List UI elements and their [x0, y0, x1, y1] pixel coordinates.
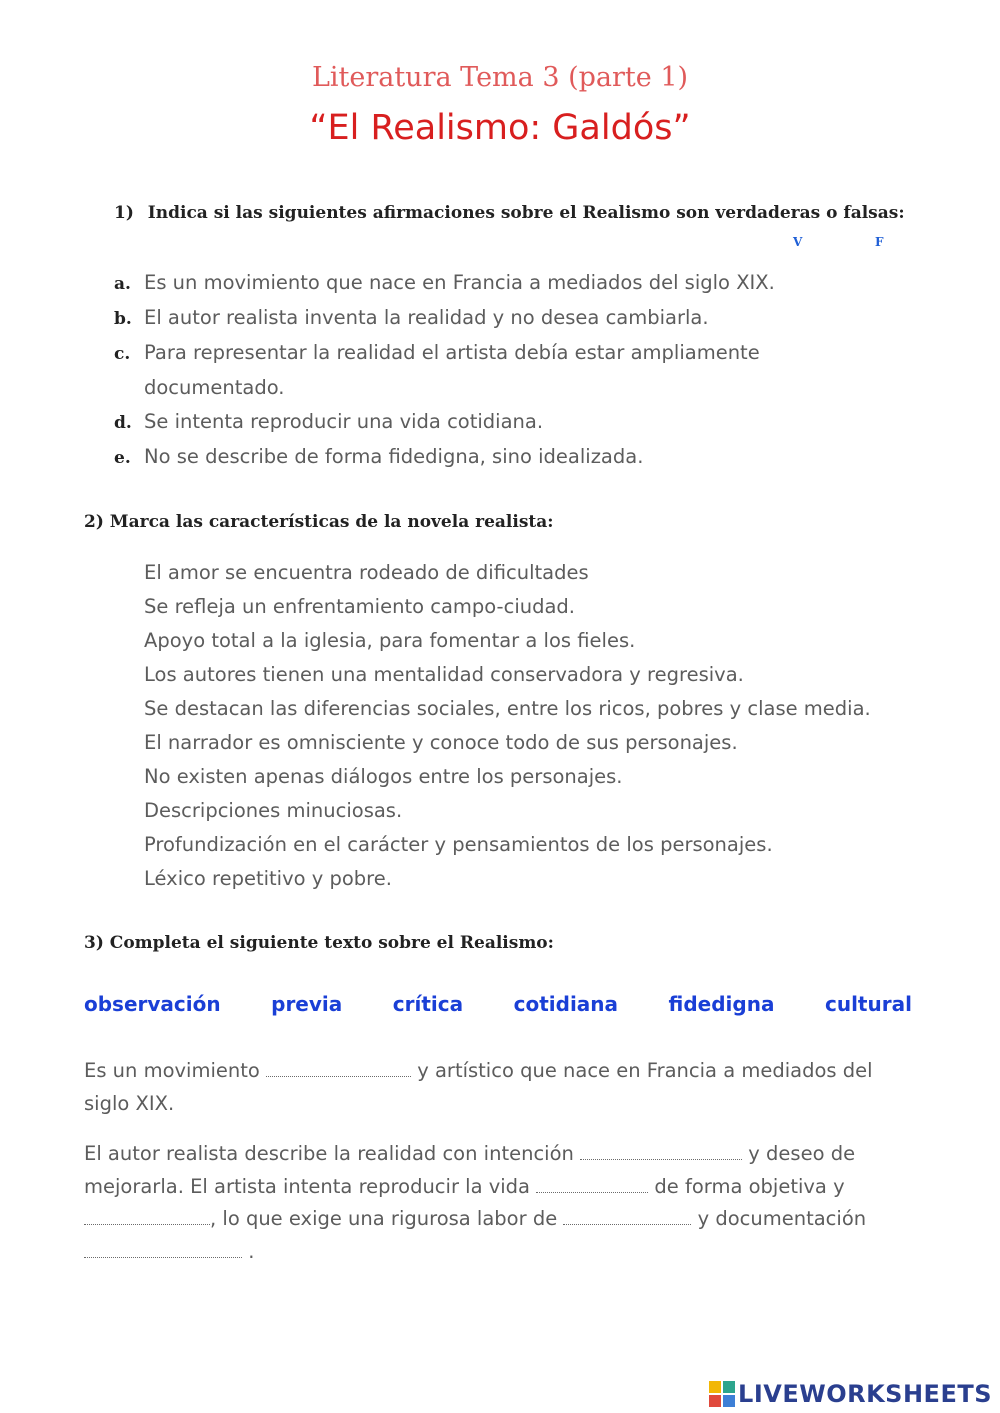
- characteristic-item[interactable]: Descripciones minuciosas.: [144, 799, 403, 822]
- paragraph-text: y documentación: [697, 1207, 867, 1230]
- word-bank-item[interactable]: fidedigna: [668, 992, 775, 1016]
- paragraph-text: Es un movimiento: [84, 1059, 260, 1082]
- word-bank: [84, 992, 912, 1016]
- word-bank-item[interactable]: observación: [84, 992, 221, 1016]
- logo-square: [709, 1395, 721, 1407]
- item-letter: a.: [114, 274, 131, 294]
- section1-heading: [114, 203, 905, 223]
- worksheet-subtitle: Literatura Tema 3 (parte 1): [311, 62, 689, 93]
- section1-heading-text: Indica si las siguientes afirmaciones sobre el Realismo son verdaderas o falsas:: [147, 203, 905, 223]
- characteristics-list: [144, 556, 871, 896]
- item-letter: b.: [114, 309, 132, 329]
- characteristic-item[interactable]: Profundización en el carácter y pensamientos de los personajes.: [144, 833, 773, 856]
- blank-field-2[interactable]: [580, 1143, 742, 1160]
- item-text: Para representar la realidad el artista debía estar ampliamente: [144, 341, 760, 364]
- true-false-list: [114, 266, 775, 475]
- characteristic-item[interactable]: Apoyo total a la iglesia, para fomentar a los fieles.: [144, 629, 636, 652]
- blank-field-5[interactable]: [563, 1208, 691, 1225]
- list-item: [114, 266, 775, 301]
- paragraph-text: y deseo de: [748, 1142, 856, 1165]
- word-bank-item[interactable]: cultural: [824, 992, 912, 1016]
- logo-square: [723, 1395, 735, 1407]
- item-text: No se describe de forma fidedigna, sino idealizada.: [144, 445, 644, 468]
- item-text: El autor realista inventa la realidad y no desea cambiarla.: [144, 306, 709, 329]
- characteristic-item[interactable]: Léxico repetitivo y pobre.: [144, 867, 392, 890]
- item-text: documentado.: [144, 376, 285, 399]
- paragraph-text: mejorarla. El artista intenta reproducir la vida: [84, 1174, 531, 1198]
- cloze-paragraph-2: [84, 1138, 914, 1268]
- list-item: [114, 336, 775, 371]
- section2-heading: 2) Marca las características de la novela realista:: [84, 512, 554, 532]
- word-bank-item[interactable]: previa: [271, 992, 343, 1016]
- logo-square: [709, 1381, 721, 1393]
- characteristic-item[interactable]: Se destacan las diferencias sociales, entre los ricos, pobres y clase media.: [144, 697, 871, 720]
- blank-field-4[interactable]: [84, 1208, 210, 1225]
- paragraph-text: siglo XIX.: [84, 1091, 175, 1115]
- liveworksheets-logo-icon: [709, 1381, 735, 1407]
- section3-heading: 3) Completa el siguiente texto sobre el Realismo:: [84, 933, 554, 953]
- list-item: [114, 405, 775, 440]
- paragraph-text: El autor realista describe la realidad con intención: [84, 1142, 574, 1165]
- true-column-label: V: [793, 235, 803, 249]
- liveworksheets-brand: LIVEWORKSHEETS: [738, 1380, 992, 1408]
- blank-field-1[interactable]: [266, 1060, 411, 1077]
- characteristic-item[interactable]: El narrador es omnisciente y conoce todo de sus personajes.: [144, 731, 738, 754]
- blank-field-3[interactable]: [536, 1176, 648, 1193]
- section1-number: 1): [114, 203, 134, 223]
- characteristic-item[interactable]: Se refleja un enfrentamiento campo-ciudad.: [144, 595, 575, 618]
- item-letter: e.: [114, 448, 131, 468]
- characteristic-item[interactable]: Los autores tienen una mentalidad conservadora y regresiva.: [144, 663, 744, 686]
- item-letter: c.: [114, 344, 131, 364]
- liveworksheets-logo[interactable]: [709, 1380, 992, 1408]
- worksheet-title: “El Realismo: Galdós”: [309, 108, 691, 148]
- logo-square: [723, 1381, 735, 1393]
- word-bank-item[interactable]: crítica: [392, 992, 464, 1016]
- word-bank-item[interactable]: cotidiana: [513, 992, 619, 1016]
- characteristic-item[interactable]: El amor se encuentra rodeado de dificultades: [144, 561, 589, 584]
- paragraph-text: y artístico que nace en Francia a mediados del: [417, 1059, 873, 1082]
- characteristic-item[interactable]: No existen apenas diálogos entre los personajes.: [144, 765, 623, 788]
- list-item: [114, 301, 775, 336]
- list-item: [114, 440, 775, 475]
- paragraph-text: de forma objetiva y: [654, 1174, 845, 1198]
- item-text: Se intenta reproducir una vida cotidiana.: [144, 410, 544, 433]
- paragraph-text: , lo que exige una rigurosa labor de: [210, 1207, 558, 1230]
- cloze-paragraph-1: [84, 1055, 914, 1120]
- false-column-label: F: [875, 235, 884, 249]
- item-letter: d.: [114, 413, 132, 433]
- list-item-continuation: [144, 371, 775, 405]
- item-text: Es un movimiento que nace en Francia a mediados del siglo XIX.: [144, 271, 775, 294]
- blank-field-6[interactable]: [84, 1241, 242, 1258]
- paragraph-text: .: [248, 1239, 255, 1263]
